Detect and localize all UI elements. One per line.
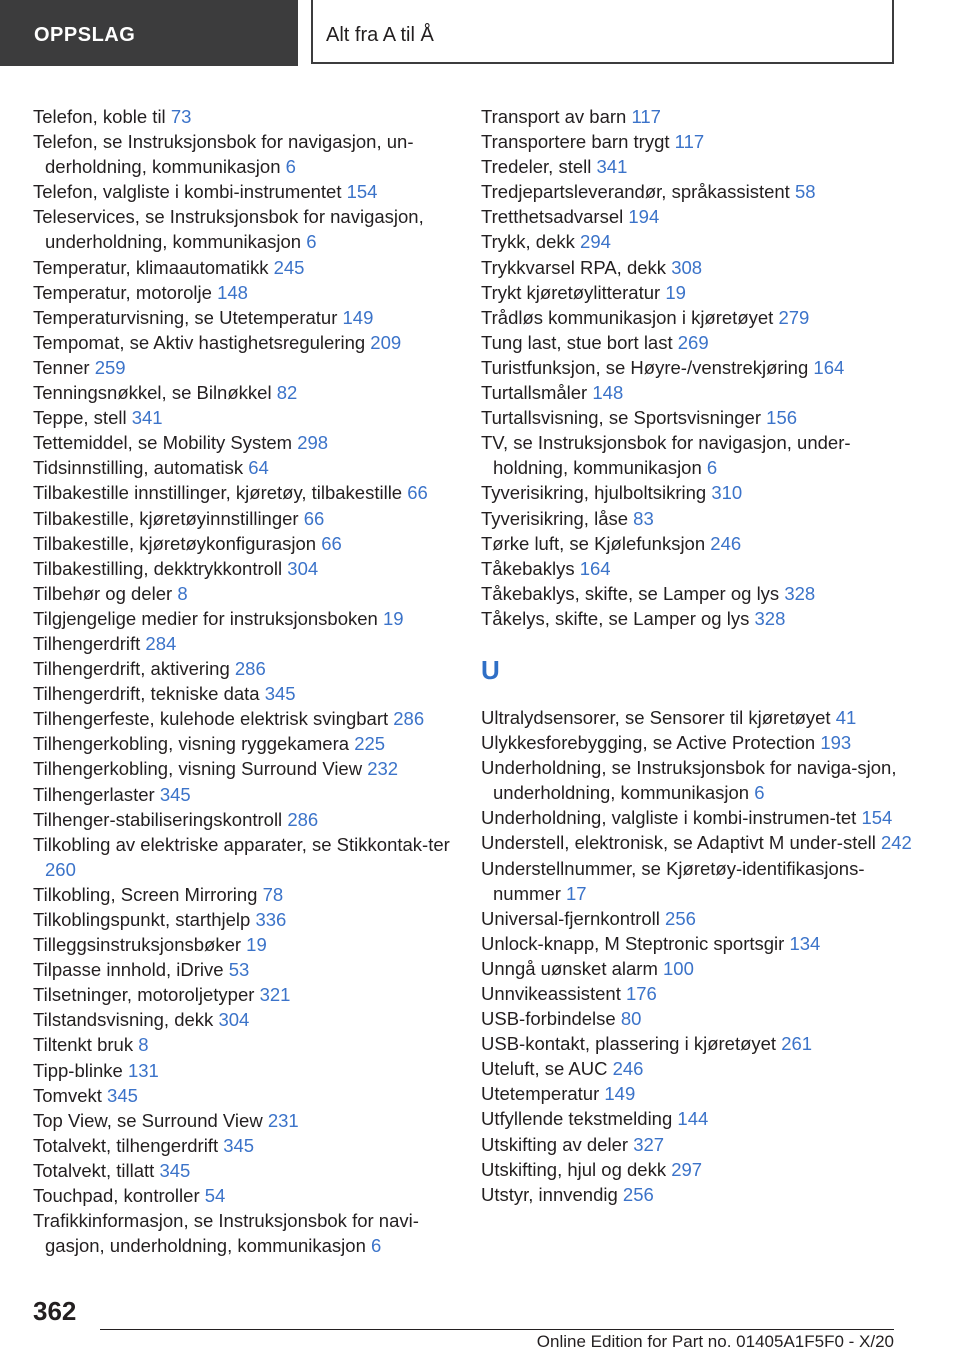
entry-text: Understellnummer, se Kjøretøy-identifikasjons-nummer	[481, 857, 865, 904]
entry-text: Totalvekt, tilhengerdrift	[33, 1134, 219, 1156]
page-reference-link[interactable]: 260	[45, 858, 76, 880]
page-reference-link[interactable]: 308	[671, 256, 703, 278]
index-entry	[481, 1031, 921, 1056]
index-entry	[33, 731, 463, 756]
page-reference-link[interactable]: 328	[754, 607, 786, 629]
index-entry	[481, 330, 921, 355]
section-letter: U	[481, 654, 500, 685]
index-entry	[481, 405, 921, 430]
index-entry	[481, 581, 921, 606]
index-entry	[33, 907, 463, 932]
entry-text: Trafikkinformasjon, se Instruksjonsbok for navi-gasjon, underholdning, kommunikasjon	[33, 1210, 419, 1257]
entry-text: Tenningsnøkkel, se Bilnøkkel	[33, 382, 272, 404]
entry-text: Telefon, se Instruksjonsbok for navigasjon, un-derholdning, kommunikasjon	[33, 131, 414, 178]
index-entry	[33, 581, 463, 606]
index-entry	[481, 606, 921, 631]
entry-text: Tung last, stue bort last	[481, 331, 673, 353]
entry-text: Tilbehør og deler	[33, 582, 173, 604]
index-entry	[481, 1081, 921, 1106]
entry-text: Tomvekt	[33, 1084, 102, 1106]
entry-text: Tilbakestille innstillinger, kjøretøy, tilbakestille	[33, 482, 403, 504]
index-entry	[481, 204, 921, 229]
entry-text: Trykt kjøretøylitteratur	[481, 281, 661, 303]
index-entry	[481, 830, 921, 855]
entry-text: Tilhengerkobling, visning Surround View	[33, 758, 363, 780]
page-reference-link[interactable]: 259	[94, 356, 126, 378]
page-reference-link[interactable]: 245	[273, 256, 305, 278]
page-reference-link[interactable]: 8	[177, 582, 188, 604]
entry-text: Tilbakestille, kjøretøyinnstillinger	[33, 507, 299, 529]
page-reference-link[interactable]: 80	[620, 1008, 642, 1030]
index-entry	[481, 506, 921, 531]
entry-text: Tåkelys, skifte, se Lamper og lys	[481, 607, 750, 629]
page-reference-link[interactable]: 341	[596, 156, 628, 178]
page-reference-link[interactable]: 256	[665, 907, 696, 929]
index-entry	[33, 179, 463, 204]
index-entry	[481, 430, 921, 480]
entry-text: TV, se Instruksjonsbok for navigasjon, under-holdning, kommunikasjon	[481, 432, 851, 479]
section-tab: OPPSLAG	[0, 0, 298, 66]
entry-text: Tilpasse innhold, iDrive	[33, 959, 224, 981]
page-reference-link[interactable]: 164	[579, 557, 611, 579]
page-reference-link[interactable]: 144	[677, 1108, 709, 1130]
page-reference-link[interactable]: 246	[710, 532, 742, 554]
index-entry	[33, 656, 463, 681]
entry-text: Temperatur, klimaautomatikk	[33, 256, 269, 278]
index-entry	[33, 1183, 463, 1208]
page-reference-link[interactable]: 149	[604, 1083, 636, 1105]
page-reference-link[interactable]: 6	[706, 457, 718, 479]
entry-text: Underholdning, se Instruksjonsbok for naviga-sjon, underholdning, kommunikasjon	[481, 757, 897, 804]
page-reference-link[interactable]: 327	[633, 1133, 665, 1155]
index-entry	[33, 1058, 463, 1083]
index-entry	[33, 706, 463, 731]
entry-text: Utstyr, innvendig	[481, 1183, 618, 1205]
index-entry	[481, 355, 921, 380]
page-reference-link[interactable]: 117	[674, 131, 705, 153]
index-entry	[481, 755, 921, 805]
entry-text: Underholdning, valgliste i kombi-instrumen-tet	[481, 807, 857, 829]
index-entry	[33, 631, 463, 656]
index-entry	[33, 1108, 463, 1133]
entry-text: USB-forbindelse	[481, 1008, 616, 1030]
page-reference-link[interactable]: 156	[766, 407, 798, 429]
entry-text: Tilkobling av elektriske apparater, se Stikkontak-ter	[33, 833, 450, 855]
entry-text: Tilhengerdrift, aktivering	[33, 658, 230, 680]
entry-text: Tiltenkt bruk	[33, 1034, 134, 1056]
page-reference-link[interactable]: 336	[255, 909, 287, 930]
page-reference-link[interactable]: 261	[781, 1033, 813, 1055]
page-reference-link[interactable]: 304	[287, 557, 319, 579]
page-reference-link[interactable]: 82	[276, 382, 298, 404]
page-number: 362	[33, 1296, 77, 1326]
page-reference-link[interactable]: 231	[267, 1109, 299, 1131]
index-entry	[33, 832, 463, 882]
page-reference-link[interactable]: 134	[789, 932, 821, 954]
footer-edition: Online Edition for Part no. 01405A1F5F0 - X/20	[536, 1332, 894, 1351]
index-entry	[481, 1157, 921, 1182]
entry-text: Unnvikeassistent	[481, 983, 621, 1004]
index-entry	[481, 255, 921, 280]
index-entry	[33, 982, 463, 1007]
page-reference-link[interactable]: 176	[625, 983, 657, 1004]
entry-text: Top View, se Surround View	[33, 1109, 263, 1131]
index-entry	[481, 981, 921, 1006]
page-reference-link[interactable]: 78	[262, 883, 284, 905]
index-entry	[33, 330, 463, 355]
page-reference-link[interactable]: 66	[321, 532, 342, 554]
entry-text: Tilhengerdrift	[33, 632, 141, 654]
index-entry	[33, 380, 463, 405]
entry-text: Tåkebaklys	[481, 557, 575, 579]
entry-text: Tidsinnstilling, automatisk	[33, 457, 244, 479]
page-reference-link[interactable]: 242	[880, 832, 912, 854]
index-entry	[33, 129, 463, 179]
index-column-right	[481, 104, 921, 1207]
entry-text: Understell, elektronisk, se Adaptivt M under-stell	[481, 832, 876, 854]
entry-text: Utfyllende tekstmelding	[481, 1108, 673, 1130]
index-entry	[33, 1208, 463, 1258]
index-entry	[33, 1032, 463, 1057]
index-entry	[481, 856, 921, 906]
index-entry	[481, 1182, 921, 1207]
page-reference-link[interactable]: 6	[306, 231, 317, 253]
page-reference-link[interactable]: 194	[628, 206, 660, 228]
index-entry	[481, 1006, 921, 1031]
page-reference-link[interactable]: 269	[677, 331, 709, 353]
entry-text: Tilgjengelige medier for instruksjonsboken	[33, 607, 378, 629]
page-reference-link[interactable]: 298	[297, 432, 329, 454]
index-entry	[33, 204, 463, 254]
entry-text: Tilbakestille, kjøretøykonfigurasjon	[33, 532, 317, 554]
entry-text: Turistfunksjon, se Høyre-/venstrekjøring	[481, 356, 809, 378]
entry-text: Transport av barn	[481, 106, 627, 127]
entry-text: Tilhengerkobling, visning ryggekamera	[33, 733, 350, 755]
index-entry	[481, 179, 921, 204]
entry-text: Tyverisikring, hjulboltsikring	[481, 482, 707, 504]
page-reference-link[interactable]: 164	[813, 356, 845, 378]
page-reference-link[interactable]: 209	[370, 331, 402, 353]
page-reference-link[interactable]: 148	[592, 382, 624, 404]
index-entry	[33, 1007, 463, 1032]
page-reference-link[interactable]: 286	[287, 808, 319, 830]
entry-text: Ulykkesforebygging, se Active Protection	[481, 732, 816, 754]
index-entry	[481, 531, 921, 556]
index-entry	[481, 1106, 921, 1131]
page-reference-link[interactable]: 256	[622, 1183, 654, 1205]
entry-text: Tenner	[33, 356, 90, 378]
entry-text: Uteluft, se AUC	[481, 1058, 608, 1080]
entry-text: Tilhenger-stabiliseringskontroll	[33, 808, 283, 830]
entry-text: Tilkoblingspunkt, starthjelp	[33, 909, 251, 930]
page-reference-link[interactable]: 64	[248, 457, 269, 479]
page-reference-link[interactable]: 19	[665, 281, 686, 303]
index-entry	[33, 882, 463, 907]
index-entry	[33, 305, 463, 330]
entry-text: Trykk, dekk	[481, 231, 575, 253]
index-entry	[481, 956, 921, 981]
page-reference-link[interactable]: 6	[754, 782, 765, 804]
footer-divider	[100, 1329, 894, 1330]
index-entry	[33, 807, 463, 832]
index-entry	[481, 556, 921, 581]
index-entry	[481, 305, 921, 330]
page-reference-link[interactable]: 73	[170, 106, 192, 127]
entry-text: Unlock-knapp, M Steptronic sportsgir	[481, 932, 785, 954]
entry-text: Tilhengerlaster	[33, 783, 155, 805]
index-entry	[481, 906, 921, 931]
entry-text: Tilleggsinstruksjonsbøker	[33, 934, 242, 956]
entry-text: Telefon, valgliste i kombi-instrumentet	[33, 181, 342, 203]
page-reference-link[interactable]: 345	[107, 1084, 138, 1106]
index-entry	[33, 405, 463, 430]
page-reference-link[interactable]: 321	[259, 984, 291, 1006]
index-entry	[33, 1158, 463, 1183]
page-reference-link[interactable]: 17	[566, 882, 587, 904]
index-entry	[33, 1133, 463, 1158]
index-entry	[481, 380, 921, 405]
page-reference-link[interactable]: 6	[285, 156, 296, 178]
entry-text: Tilsetninger, motoroljetyper	[33, 984, 255, 1006]
page-reference-link[interactable]: 19	[246, 934, 267, 956]
entry-text: Tilbakestilling, dekktrykkontroll	[33, 557, 283, 579]
page-reference-link[interactable]: 345	[264, 683, 296, 705]
entry-text: Teppe, stell	[33, 407, 127, 429]
page-reference-link[interactable]: 345	[223, 1134, 255, 1156]
entry-text: Tredeler, stell	[481, 156, 592, 178]
entry-text: Tørke luft, se Kjølefunksjon	[481, 532, 706, 554]
index-entry	[481, 229, 921, 254]
page-reference-link[interactable]: 154	[346, 181, 378, 203]
page-reference-link[interactable]: 19	[382, 607, 404, 629]
entry-text: Teleservices, se Instruksjonsbok for navigasjon, underholdning, kommunikasjon	[33, 206, 424, 253]
entry-text: Tilhengerdrift, tekniske data	[33, 683, 260, 705]
page-reference-link[interactable]: 41	[835, 706, 857, 728]
index-entry	[33, 932, 463, 957]
index-entry	[33, 556, 463, 581]
page-reference-link[interactable]: 328	[784, 582, 816, 604]
page-reference-link[interactable]: 345	[159, 783, 191, 805]
page-reference-link[interactable]: 154	[861, 807, 893, 829]
page-reference-link[interactable]: 294	[580, 231, 611, 253]
index-entry	[33, 506, 463, 531]
entry-text: Utskifting av deler	[481, 1133, 629, 1155]
index-column-left	[33, 104, 463, 1258]
entry-text: Tettemiddel, se Mobility System	[33, 432, 293, 454]
index-entry	[33, 756, 463, 781]
entry-text: Turtallsvisning, se Sportsvisninger	[481, 407, 762, 429]
index-entry	[33, 606, 463, 631]
entry-text: Tretthetsadvarsel	[481, 206, 624, 228]
index-entry	[33, 681, 463, 706]
page-reference-link[interactable]: 225	[354, 733, 386, 755]
index-entry	[33, 782, 463, 807]
entry-text: Tilstandsvisning, dekk	[33, 1009, 214, 1031]
index-entry	[481, 931, 921, 956]
index-entry	[481, 730, 921, 755]
index-entry	[33, 531, 463, 556]
entry-text: Trykkvarsel RPA, dekk	[481, 256, 667, 278]
page-reference-link[interactable]: 117	[631, 106, 661, 127]
page-reference-link[interactable]: 66	[303, 507, 325, 529]
page-reference-link[interactable]: 286	[234, 658, 266, 680]
page-reference-link[interactable]: 310	[711, 482, 743, 504]
page-reference-link[interactable]: 53	[228, 959, 250, 981]
page-reference-link[interactable]: 6	[371, 1235, 382, 1257]
index-entry	[481, 1056, 921, 1081]
index-entry	[33, 430, 463, 455]
page-reference-link[interactable]: 297	[671, 1158, 703, 1180]
page-reference-link[interactable]: 148	[217, 281, 248, 303]
entry-text: Trådløs kommunikasjon i kjøretøyet	[481, 306, 774, 328]
index-entry	[481, 805, 921, 830]
page-reference-link[interactable]: 246	[612, 1058, 644, 1080]
index-entry	[481, 129, 921, 154]
entry-text: Tyverisikring, låse	[481, 507, 629, 529]
index-entry	[33, 1083, 463, 1108]
index-group-u	[481, 705, 921, 1207]
index-entry	[481, 705, 921, 730]
index-entry	[33, 480, 463, 505]
index-entry	[33, 104, 463, 129]
entry-text: Unngå uønsket alarm	[481, 957, 658, 979]
index-group-t	[481, 104, 921, 631]
index-entry	[33, 280, 463, 305]
entry-text: Tilkobling, Screen Mirroring	[33, 883, 258, 905]
page-reference-link[interactable]: 286	[393, 708, 425, 730]
page-reference-link[interactable]: 193	[820, 732, 852, 754]
page-reference-link[interactable]: 284	[145, 632, 177, 654]
entry-text: Transportere barn trygt	[481, 131, 670, 153]
entry-text: Tåkebaklys, skifte, se Lamper og lys	[481, 582, 780, 604]
page-reference-link[interactable]: 83	[633, 507, 654, 529]
entry-text: Utetemperatur	[481, 1083, 600, 1105]
entry-text: Tipp-blinke	[33, 1059, 123, 1081]
index-entry	[481, 480, 921, 505]
entry-text: Tempomat, se Aktiv hastighetsregulering	[33, 331, 366, 353]
page-header	[0, 0, 960, 66]
entry-text: Turtallsmåler	[481, 382, 588, 404]
entry-text: Ultralydsensorer, se Sensorer til kjøretøyet	[481, 706, 831, 728]
page-reference-link[interactable]: 54	[204, 1185, 226, 1207]
page-reference-link[interactable]: 279	[778, 306, 810, 328]
index-entry	[481, 154, 921, 179]
index-entry	[33, 455, 463, 480]
page-reference-link[interactable]: 66	[407, 482, 428, 504]
page-reference-link[interactable]: 304	[218, 1009, 250, 1031]
page-reference-link[interactable]: 58	[794, 181, 816, 203]
entry-text: Totalvekt, tillatt	[33, 1159, 155, 1181]
page-reference-link[interactable]: 149	[342, 306, 374, 328]
page-reference-link[interactable]: 341	[131, 407, 163, 429]
entry-text: USB-kontakt, plassering i kjøretøyet	[481, 1033, 777, 1055]
index-entry	[33, 957, 463, 982]
entry-text: Utskifting, hjul og dekk	[481, 1158, 667, 1180]
index-entry	[481, 280, 921, 305]
entry-text: Touchpad, kontroller	[33, 1185, 200, 1207]
page-reference-link[interactable]: 100	[663, 957, 694, 979]
index-entry	[481, 1132, 921, 1157]
index-entry	[481, 104, 921, 129]
page-reference-link[interactable]: 131	[127, 1059, 159, 1081]
entry-text: Tredjepartsleverandør, språkassistent	[481, 181, 790, 203]
entry-text: Universal-fjernkontroll	[481, 907, 660, 929]
index-entry	[33, 255, 463, 280]
page-reference-link[interactable]: 232	[367, 758, 399, 780]
page-reference-link[interactable]: 8	[138, 1034, 149, 1056]
entry-text: Temperatur, motorolje	[33, 281, 212, 303]
chapter-title: Alt fra A til Å	[311, 0, 894, 64]
page-reference-link[interactable]: 345	[159, 1159, 191, 1181]
entry-text: Temperaturvisning, se Utetemperatur	[33, 306, 338, 328]
entry-text: Telefon, koble til	[33, 106, 166, 127]
entry-text: Tilhengerfeste, kulehode elektrisk svingbart	[33, 708, 389, 730]
index-entry	[33, 355, 463, 380]
